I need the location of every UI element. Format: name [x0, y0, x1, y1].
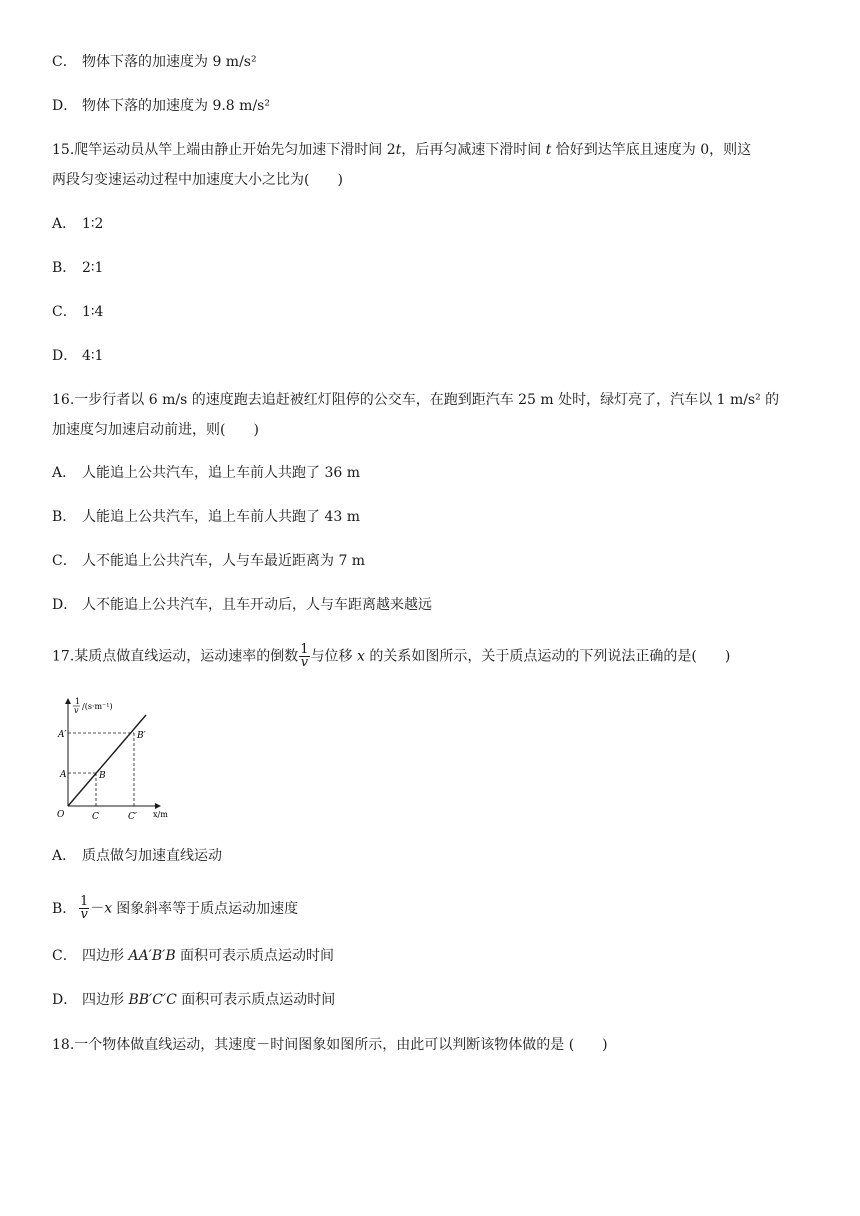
option-text: 人能追上公共汽车，追上车前人共跑了 36 m [82, 465, 360, 481]
option-var: BB′C′C [128, 992, 177, 1008]
option-text: 物体下落的加速度为 9 m/s² [82, 54, 257, 70]
fraction-1-over-v [79, 896, 89, 921]
q15-stem-part: ，后再匀减速下滑时间 [401, 142, 546, 158]
q16-option-a [52, 463, 360, 483]
q17-stem [52, 644, 730, 669]
q17-option-a [52, 846, 222, 866]
frac-numerator: 1 [80, 894, 89, 909]
option-letter: B． [52, 509, 77, 525]
label-origin: O [57, 810, 65, 820]
q15-stem-part: 15.爬竿运动员从竿上端由静止开始先匀加速下滑时间 2 [52, 142, 396, 158]
dash-sign: － [90, 900, 105, 917]
q17-var-x: x [357, 648, 365, 665]
option-letter: A． [52, 465, 77, 481]
option-text: 图象斜率等于质点运动加速度 [116, 900, 299, 917]
y-axis-label: /(s·m⁻¹) [82, 702, 113, 711]
option-text: 人能追上公共汽车，追上车前人共跑了 43 m [82, 509, 360, 525]
option-text: 面积可表示质点运动时间 [176, 992, 336, 1008]
q15-option-a [52, 214, 103, 234]
fraction-1-over-v [299, 644, 309, 669]
label-a: A [60, 770, 67, 780]
option-letter: C． [52, 553, 77, 569]
q18-stem: 18.一个物体做直线运动，其速度－时间图象如图所示，由此可以判断该物体做的是 ( ) [52, 1037, 608, 1053]
q17-graph [48, 693, 188, 823]
option-text: 物体下落的加速度为 9.8 m/s² [82, 98, 270, 114]
option-letter: D． [52, 597, 78, 613]
frac-denominator: v [300, 655, 309, 670]
option-letter: D． [52, 348, 78, 364]
y-axis-frac-den: v [74, 706, 79, 715]
q15-stem-part: 恰好到达竿底且速度为 0，则这 [551, 142, 752, 158]
option-letter: D． [52, 98, 78, 114]
q17-stem-part: 17.某质点做直线运动，运动速率的倒数 [52, 648, 299, 665]
label-a-prime: A′ [58, 730, 67, 740]
label-b-prime: B′ [137, 731, 146, 741]
option-var-x: x [104, 900, 113, 917]
q16-option-d [52, 595, 432, 615]
frac-numerator: 1 [300, 642, 309, 657]
option-text: 质点做匀加速直线运动 [82, 848, 222, 864]
q16-stem-line2: 加速度匀加速启动前进，则( ) [52, 422, 259, 438]
option-text: 2∶1 [82, 260, 104, 276]
option-letter: B． [52, 900, 77, 917]
q14-option-c [52, 52, 257, 72]
option-text: 四边形 [82, 992, 129, 1008]
q16-option-c [52, 551, 365, 571]
label-c: C [92, 812, 99, 822]
frac-denominator: v [80, 907, 88, 922]
q15-stem-line1 [52, 140, 751, 160]
q17-option-d [52, 990, 335, 1010]
option-text: 面积可表示质点运动时间 [175, 948, 335, 964]
option-letter: C． [52, 948, 77, 964]
q15-option-d [52, 346, 103, 366]
option-letter: C． [52, 54, 77, 70]
option-text: 1∶2 [82, 216, 104, 232]
q16-stem-line1: 16.一步行者以 6 m/s 的速度跑去追赶被红灯阻停的公交车，在跑到距汽车 25 m 处时，绿灯亮了，汽车以 1 m/s² 的 [52, 392, 780, 408]
q15-option-b [52, 258, 103, 278]
option-letter: B． [52, 260, 77, 276]
q17-option-c [52, 946, 334, 966]
label-b: B [99, 771, 106, 781]
option-text: 四边形 [82, 948, 129, 964]
x-axis-label: x/m [153, 810, 168, 819]
option-letter: A． [52, 848, 77, 864]
option-letter: A． [52, 216, 77, 232]
option-text: 4∶1 [82, 348, 104, 364]
q16-option-b [52, 507, 360, 527]
q15-option-c [52, 302, 103, 322]
option-letter: C． [52, 304, 77, 320]
q17-stem-part: 的关系如图所示，关于质点运动的下列说法正确的是( ) [364, 648, 731, 665]
option-text: 人不能追上公共汽车，人与车最近距离为 7 m [82, 553, 366, 569]
label-c-prime: C′ [128, 812, 137, 822]
option-text: 人不能追上公共汽车，且车开动后，人与车距离越来越远 [82, 597, 432, 613]
q17-stem-part: 与位移 [310, 648, 357, 665]
q15-stem-line2: 两段匀变速运动过程中加速度大小之比为( ) [52, 172, 343, 188]
option-letter: D． [52, 992, 78, 1008]
y-axis-frac-num: 1 [75, 697, 81, 706]
q15-var-t: t [395, 142, 402, 158]
option-text: 1∶4 [82, 304, 104, 320]
q15-var-t: t [545, 142, 552, 158]
q14-option-d [52, 96, 270, 116]
q17-option-b [52, 896, 298, 921]
option-var: AA′B′B [128, 948, 176, 964]
